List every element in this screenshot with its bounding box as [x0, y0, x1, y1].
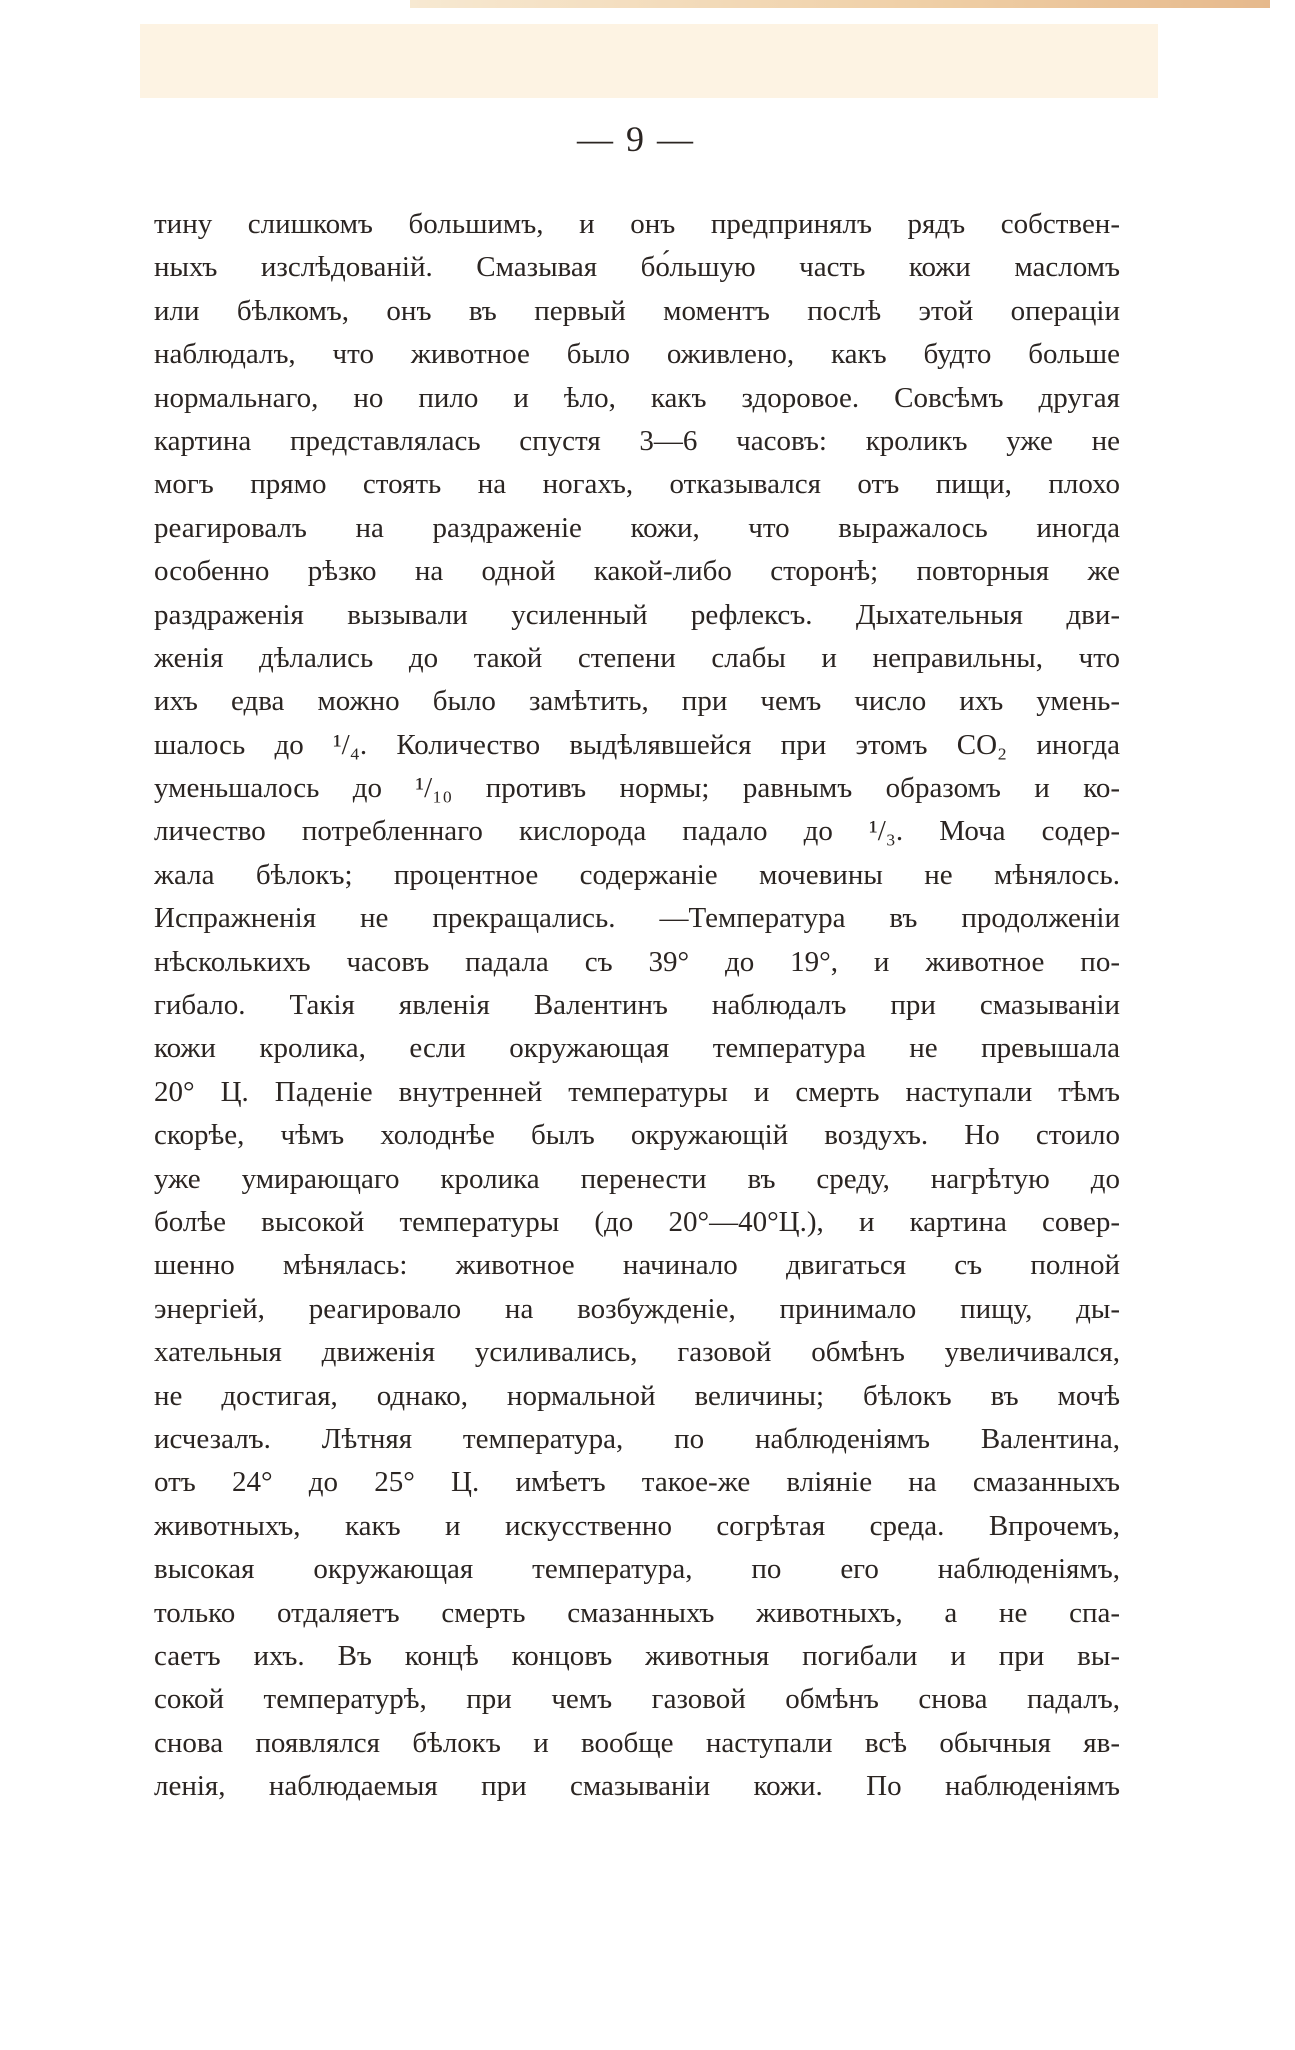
text-line: нормальнаго, но пило и ѣло, какъ здоровое. Совсѣмъ другая	[154, 381, 1120, 414]
text-line: не достигая, однако, нормальной величины; бѣлокъ въ мочѣ	[154, 1379, 1120, 1412]
text-line: шенно мѣнялась: животное начинало двигаться съ полной	[154, 1249, 1120, 1282]
text-line: исчезалъ. Лѣтняя температура, по наблюденіямъ Валентина,	[154, 1422, 1120, 1455]
text-line: животныхъ, какъ и искусственно согрѣтая среда. Впрочемъ,	[154, 1509, 1120, 1542]
text-line: высокая окружающая температура, по его наблюденіямъ,	[154, 1553, 1120, 1586]
text-line: энергіей, реагировало на возбужденіе, принимало пищу, ды-	[154, 1292, 1120, 1325]
paper-tint-band	[140, 24, 1158, 98]
text-line: женія дѣлались до такой степени слабы и неправильны, что	[154, 641, 1120, 674]
text-line: картина представлялась спустя 3—6 часовъ: кроликъ уже не	[154, 424, 1120, 457]
top-edge-shadow	[410, 0, 1270, 8]
page-number: — 9 —	[577, 119, 695, 159]
text-line: раздраженія вызывали усиленный рефлексъ. Дыхательныя дви-	[154, 598, 1120, 631]
text-line: снова появлялся бѣлокъ и вообще наступали всѣ обычныя яв-	[154, 1726, 1120, 1759]
text-line: ныхъ изслѣдованій. Смазывая бо́льшую часть кожи масломъ	[154, 251, 1120, 284]
text-line: уменьшалось до ¹/₁₀ противъ нормы; равнымъ образомъ и ко-	[154, 772, 1120, 805]
text-line: или бѣлкомъ, онъ въ первый моментъ послѣ этой операціи	[154, 294, 1120, 327]
text-line: сокой температурѣ, при чемъ газовой обмѣнъ снова падалъ,	[154, 1683, 1120, 1716]
text-line: только отдаляетъ смерть смазанныхъ животныхъ, а не спа-	[154, 1596, 1120, 1629]
text-line: саетъ ихъ. Въ концѣ концовъ животныя погибали и при вы-	[154, 1639, 1120, 1672]
text-line: ихъ едва можно было замѣтить, при чемъ число ихъ умень-	[154, 685, 1120, 718]
body-text	[154, 203, 1120, 1808]
text-line: скорѣе, чѣмъ холоднѣе былъ окружающій воздухъ. Но стоило	[154, 1119, 1120, 1152]
text-line: хательныя движенія усиливались, газовой обмѣнъ увеличивался,	[154, 1336, 1120, 1369]
text-line: 20° Ц. Паденіе внутренней температуры и смерть наступали тѣмъ	[154, 1075, 1120, 1108]
text-line: шалось до ¹/₄. Количество выдѣлявшейся при этомъ CO₂ иногда	[154, 728, 1120, 761]
text-line: отъ 24° до 25° Ц. имѣетъ такое-же вліяніе на смазанныхъ	[154, 1466, 1120, 1499]
text-line: Испражненія не прекращались. —Температура въ продолженіи	[154, 902, 1120, 935]
text-line: тину слишкомъ большимъ, и онъ предпринялъ рядъ собствен-	[154, 208, 1120, 240]
text-line: могъ прямо стоять на ногахъ, отказывался отъ пищи, плохо	[154, 468, 1120, 501]
text-line: болѣе высокой температуры (до 20°—40°Ц.), и картина совер-	[154, 1205, 1120, 1238]
text-line: реагировалъ на раздраженіе кожи, что выражалось иногда	[154, 511, 1120, 544]
text-line: личество потребленнаго кислорода падало до ¹/₃. Моча содер-	[154, 815, 1120, 848]
text-line: нѣсколькихъ часовъ падала съ 39° до 19°, и животное по-	[154, 945, 1120, 978]
text-line: наблюдалъ, что животное было оживлено, какъ будто больше	[154, 338, 1120, 371]
text-line: жала бѣлокъ; процентное содержаніе мочевины не мѣнялось.	[154, 858, 1120, 891]
text-line: особенно рѣзко на одной какой-либо сторонѣ; повторныя же	[154, 555, 1120, 588]
text-line: уже умирающаго кролика перенести въ среду, нагрѣтую до	[154, 1162, 1120, 1195]
text-line: ленія, наблюдаемыя при смазываніи кожи. По наблюденіямъ	[154, 1770, 1120, 1803]
text-line: кожи кролика, если окружающая температура не превышала	[154, 1032, 1120, 1065]
text-line: гибало. Такія явленія Валентинъ наблюдалъ при смазываніи	[154, 989, 1120, 1022]
